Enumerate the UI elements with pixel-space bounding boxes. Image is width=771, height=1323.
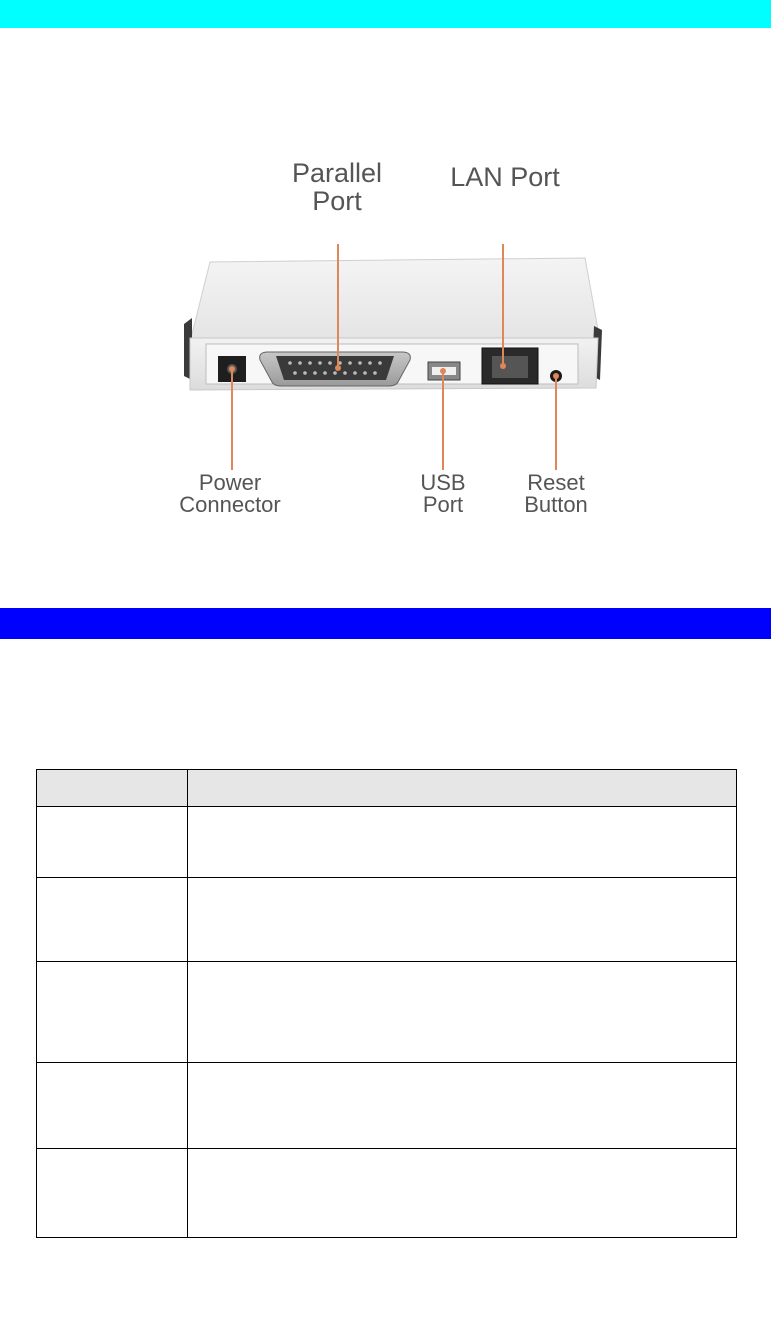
table-row [37, 1063, 737, 1149]
table-cell [37, 1063, 188, 1149]
table-cell [188, 1149, 737, 1238]
table-header-row [37, 770, 737, 807]
label-usb-port: USB Port [420, 470, 466, 518]
table-cell [188, 962, 737, 1063]
table-header-cell-1 [37, 770, 188, 807]
table-row [37, 962, 737, 1063]
top-header-bar [0, 0, 771, 28]
table-row [37, 878, 737, 962]
table-cell [188, 807, 737, 878]
label-reset-button: Reset Button [524, 470, 588, 518]
label-lan-port: LAN Port [450, 162, 560, 192]
table-cell [37, 962, 188, 1063]
table-cell [37, 807, 188, 878]
ports-table [36, 769, 737, 1238]
label-parallel-port: Parallel Port [291, 158, 383, 216]
table-cell [188, 1063, 737, 1149]
table-cell [188, 878, 737, 962]
rear-panel-figure [0, 140, 771, 540]
table-row [37, 807, 737, 878]
device-top [190, 258, 600, 342]
label-power-connector: Power Connector [179, 470, 281, 518]
table-cell [37, 878, 188, 962]
table-row [37, 1149, 737, 1238]
table-header-cell-2 [188, 770, 737, 807]
table-cell [37, 1149, 188, 1238]
section-header-bar [0, 608, 771, 639]
